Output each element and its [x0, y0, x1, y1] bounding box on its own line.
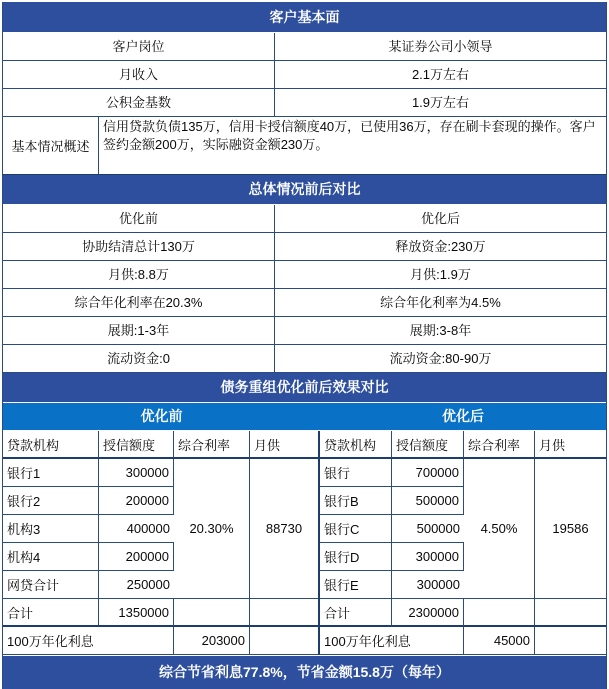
before-table [3, 431, 320, 655]
interest-label: 100万年化利息 [320, 627, 464, 655]
before-cell: 流动资金:0 [3, 345, 275, 372]
org-cell: 机构3 [3, 515, 99, 543]
table-row [3, 61, 606, 89]
after-table [320, 431, 608, 655]
rate-cell: 20.30% [174, 459, 250, 599]
after-cell: 月供:1.9万 [410, 267, 471, 282]
amount-cell: 400000 [99, 515, 174, 543]
empty-cell [464, 599, 535, 627]
empty-cell [535, 599, 606, 627]
after-cell: 优化后 [420, 211, 460, 226]
debt-restructure-report [2, 2, 607, 689]
table-row [3, 317, 606, 345]
empty-cell [250, 599, 318, 627]
overview-label: 基本情况概述 [3, 117, 99, 174]
col-header-rate: 综合利率 [174, 431, 250, 459]
org-cell: 银行1 [3, 459, 99, 487]
empty-cell [250, 627, 318, 655]
section1-title: 客户基本面 [3, 2, 606, 33]
org-cell: 银行D [320, 543, 392, 571]
empty-cell [535, 627, 606, 655]
table-row [3, 33, 606, 61]
before-cell: 优化前 [3, 205, 275, 232]
row-label: 客户岗位 [3, 33, 275, 60]
amount-cell: 200000 [99, 487, 174, 515]
row-value: 1.9万左右 [411, 95, 470, 110]
amount-cell: 300000 [392, 543, 464, 571]
total-label: 合计 [3, 599, 99, 627]
before-column-header: 优化前 [140, 408, 183, 424]
before-cell: 综合年化利率在20.3% [3, 289, 275, 316]
overview-text: 信用贷款负债135万，信用卡授信额度40万，已使用36万，存在刷卡套现的操作。客户签约金额200万，实际融资金额230万。 [103, 119, 596, 152]
after-cell: 流动资金:80-90万 [389, 351, 492, 366]
amount-cell: 700000 [392, 459, 464, 487]
org-cell: 网贷合计 [3, 571, 99, 599]
org-cell: 机构4 [3, 543, 99, 571]
row-label: 公积金基数 [3, 89, 275, 116]
org-cell: 银行 [320, 459, 392, 487]
org-cell: 银行C [320, 515, 392, 543]
row-value: 某证券公司小领导 [388, 39, 493, 54]
interest-value: 45000 [464, 627, 535, 655]
monthly-cell: 19586 [535, 459, 606, 599]
interest-label: 100万年化利息 [3, 627, 174, 655]
section3-subheader [3, 403, 606, 431]
col-header-org: 贷款机构 [3, 431, 99, 459]
total-amount: 2300000 [392, 599, 464, 627]
col-header-monthly: 月供 [250, 431, 318, 459]
comparison-tables [3, 431, 606, 655]
before-cell: 展期:1-3年 [3, 317, 275, 344]
org-cell: 银行B [320, 487, 392, 515]
amount-cell: 500000 [392, 515, 464, 543]
total-amount: 1350000 [99, 599, 174, 627]
before-cell: 月供:8.8万 [3, 261, 275, 288]
row-label: 月收入 [3, 61, 275, 88]
row-value: 2.1万左右 [411, 67, 470, 82]
after-cell: 释放资金:230万 [395, 239, 486, 254]
section2-title: 总体情况前后对比 [3, 175, 606, 205]
col-header-monthly: 月供 [535, 431, 606, 459]
table-row [3, 289, 606, 317]
col-header-credit: 授信额度 [392, 431, 464, 459]
empty-cell [174, 599, 250, 627]
amount-cell: 300000 [99, 459, 174, 487]
col-header-rate: 综合利率 [464, 431, 535, 459]
org-cell: 银行E [320, 571, 392, 599]
table-row [3, 345, 606, 373]
amount-cell: 300000 [392, 571, 464, 599]
after-cell: 展期:3-8年 [409, 323, 472, 338]
total-label: 合计 [320, 599, 392, 627]
table-row [3, 205, 606, 233]
rate-cell: 4.50% [464, 459, 535, 599]
after-column-header: 优化后 [442, 408, 484, 424]
col-header-org: 贷款机构 [320, 431, 392, 459]
before-cell: 协助结清总计130万 [3, 233, 275, 260]
savings-summary-banner: 综合节省利息77.8%，节省金额15.8万（每年） [3, 656, 606, 689]
table-row [3, 89, 606, 117]
after-cell: 综合年化利率为4.5% [380, 295, 501, 310]
amount-cell: 250000 [99, 571, 174, 599]
table-row [3, 261, 606, 289]
interest-value: 203000 [174, 627, 250, 655]
monthly-cell: 88730 [250, 459, 318, 599]
amount-cell: 500000 [392, 487, 464, 515]
org-cell: 银行2 [3, 487, 99, 515]
section3-title: 债务重组优化前后效果对比 [3, 373, 606, 403]
col-header-credit: 授信额度 [99, 431, 174, 459]
table-row [3, 233, 606, 261]
overview-row [3, 117, 606, 175]
amount-cell: 200000 [99, 543, 174, 571]
